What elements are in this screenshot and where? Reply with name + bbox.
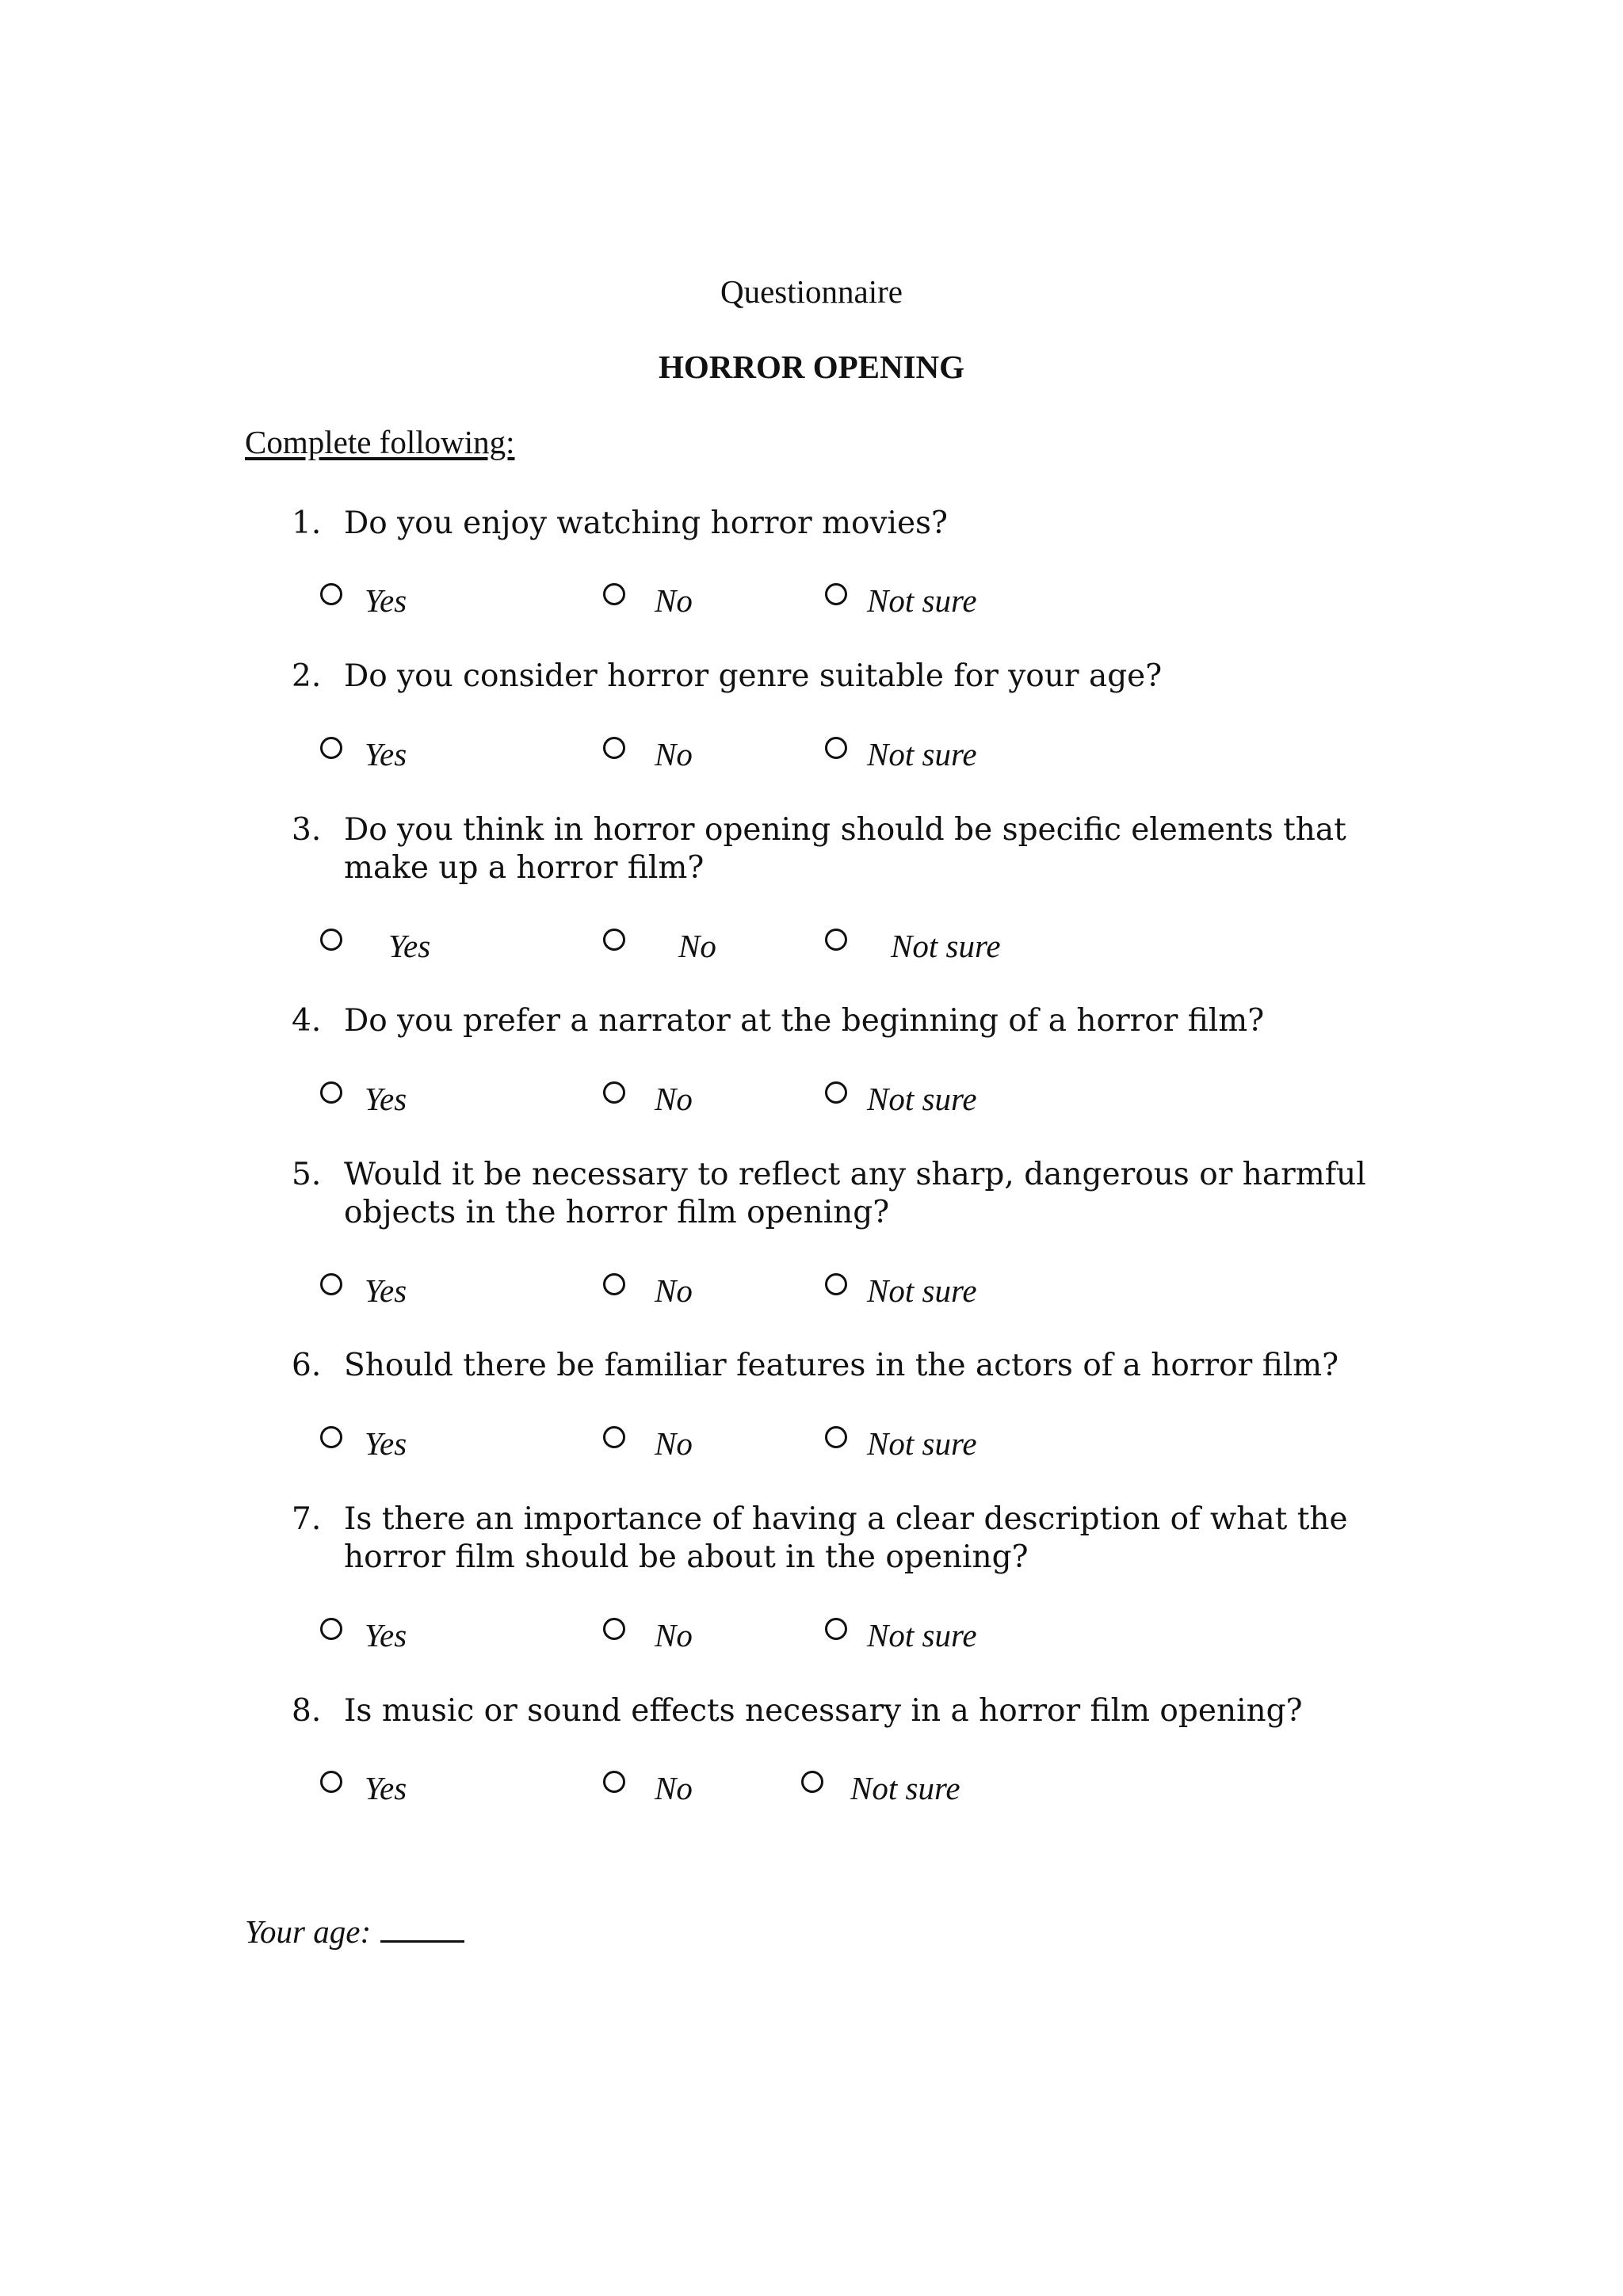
option-label-not-sure: Not sure <box>867 1081 977 1117</box>
radio-q7-yes[interactable] <box>320 1618 342 1640</box>
instruction-text: Complete following: <box>245 424 515 460</box>
radio-q8-no[interactable] <box>603 1771 625 1793</box>
option-label-no: No <box>655 1425 693 1462</box>
option-label-yes: Yes <box>365 1272 407 1309</box>
radio-q3-not-sure[interactable] <box>825 929 847 951</box>
option-label-yes: Yes <box>365 1425 407 1462</box>
document-title: HORROR OPENING <box>658 349 965 385</box>
option-label-yes: Yes <box>365 736 407 772</box>
question-text: Do you consider horror genre suitable for your age? <box>344 658 1163 694</box>
question-text: Would it be necessary to reflect any sharp, dangerous or harmful objects in the horror film opening? <box>344 1157 1366 1230</box>
question-number: 1. <box>292 505 322 541</box>
radio-q2-yes[interactable] <box>320 737 342 759</box>
radio-q1-not-sure[interactable] <box>825 583 847 605</box>
option-label-not-sure: Not sure <box>850 1770 960 1806</box>
radio-q1-yes[interactable] <box>320 583 342 605</box>
radio-q2-no[interactable] <box>603 737 625 759</box>
radio-q5-yes[interactable] <box>320 1273 342 1295</box>
option-label-not-sure: Not sure <box>867 1617 977 1653</box>
question-number: 3. <box>292 812 322 848</box>
question-number: 4. <box>292 1003 322 1039</box>
radio-q2-not-sure[interactable] <box>825 737 847 759</box>
option-label-yes: Yes <box>365 1617 407 1653</box>
question-8 <box>292 1692 1385 1730</box>
option-label-no: No <box>655 736 693 772</box>
radio-q8-not-sure[interactable] <box>801 1771 823 1793</box>
question-text: Is music or sound effects necessary in a horror film opening? <box>344 1693 1303 1729</box>
radio-q4-not-sure[interactable] <box>825 1081 847 1104</box>
option-label-no: No <box>678 928 716 964</box>
radio-q5-not-sure[interactable] <box>825 1273 847 1295</box>
document-subtitle: Questionnaire <box>720 273 903 310</box>
option-label-yes: Yes <box>388 928 431 964</box>
question-2 <box>292 658 1385 696</box>
radio-q8-yes[interactable] <box>320 1771 342 1793</box>
option-label-yes: Yes <box>365 582 407 619</box>
option-label-no: No <box>655 1081 693 1117</box>
question-4 <box>292 1002 1385 1040</box>
question-number: 5. <box>292 1157 322 1192</box>
question-text: Should there be familiar features in the actors of a horror film? <box>344 1348 1339 1383</box>
option-label-no: No <box>655 1617 693 1653</box>
radio-q3-yes[interactable] <box>320 929 342 951</box>
option-label-not-sure: Not sure <box>867 582 977 619</box>
question-number: 8. <box>292 1693 322 1729</box>
radio-q6-yes[interactable] <box>320 1426 342 1448</box>
question-text: Do you think in horror opening should be specific elements that make up a horror film? <box>344 812 1346 886</box>
option-label-yes: Yes <box>365 1770 407 1806</box>
option-label-no: No <box>655 1272 693 1309</box>
question-7 <box>292 1501 1385 1577</box>
question-5 <box>292 1156 1385 1232</box>
question-3 <box>292 811 1385 887</box>
option-label-not-sure: Not sure <box>867 1272 977 1309</box>
option-label-no: No <box>655 582 693 619</box>
question-text: Do you prefer a narrator at the beginning of a horror film? <box>344 1003 1265 1039</box>
radio-q4-no[interactable] <box>603 1081 625 1104</box>
question-text: Is there an importance of having a clear description of what the horror film should be about in the opening? <box>344 1501 1348 1575</box>
question-1 <box>292 505 1385 543</box>
radio-q6-no[interactable] <box>603 1426 625 1448</box>
radio-q7-not-sure[interactable] <box>825 1618 847 1640</box>
radio-q1-no[interactable] <box>603 583 625 605</box>
option-label-yes: Yes <box>365 1081 407 1117</box>
question-number: 6. <box>292 1348 322 1383</box>
question-text: Do you enjoy watching horror movies? <box>344 505 948 541</box>
radio-q4-yes[interactable] <box>320 1081 342 1104</box>
option-label-no: No <box>655 1770 693 1806</box>
age-field <box>245 1912 464 1951</box>
option-label-not-sure: Not sure <box>867 736 977 772</box>
age-label: Your age: <box>245 1913 372 1950</box>
radio-q6-not-sure[interactable] <box>825 1426 847 1448</box>
radio-q7-no[interactable] <box>603 1618 625 1640</box>
age-blank-line[interactable] <box>380 1912 464 1943</box>
option-label-not-sure: Not sure <box>891 928 1001 964</box>
option-label-not-sure: Not sure <box>867 1425 977 1462</box>
question-6 <box>292 1347 1385 1385</box>
question-number: 2. <box>292 658 322 694</box>
radio-q3-no[interactable] <box>603 929 625 951</box>
question-number: 7. <box>292 1501 322 1537</box>
radio-q5-no[interactable] <box>603 1273 625 1295</box>
